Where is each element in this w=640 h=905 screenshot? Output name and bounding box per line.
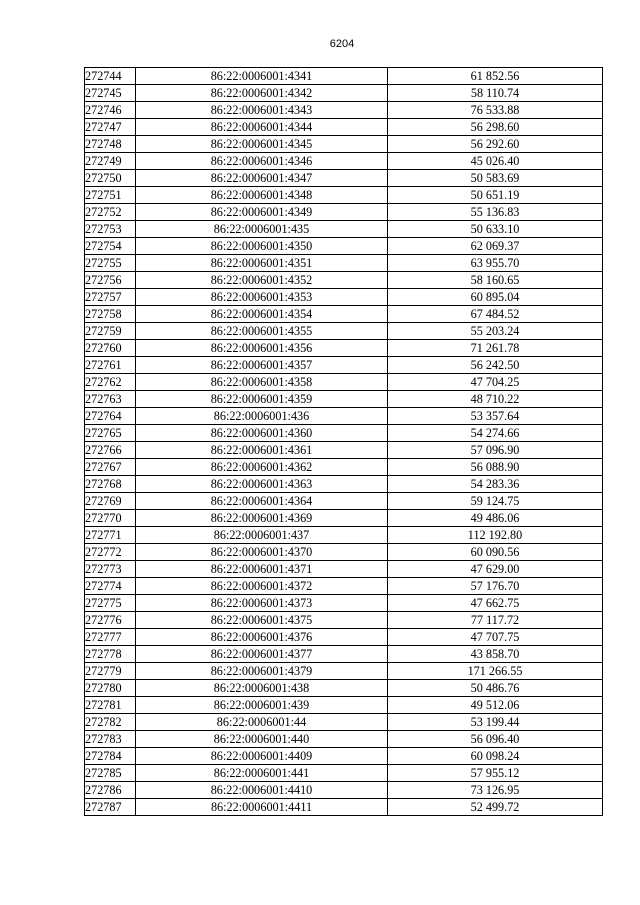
cadastral-number-cell: 86:22:0006001:4373 [136,595,388,612]
cadastral-number-cell: 86:22:0006001:438 [136,680,388,697]
row-number-cell: 272781 [85,697,136,714]
registry-table [84,67,603,816]
cadastral-value-cell: 50 651.19 [388,187,603,204]
row-number-cell: 272787 [85,799,136,816]
table-row [85,629,603,646]
table-row [85,187,603,204]
table-row [85,238,603,255]
table-row [85,612,603,629]
row-number-cell: 272774 [85,578,136,595]
cadastral-value-cell: 57 955.12 [388,765,603,782]
cadastral-number-cell: 86:22:0006001:4357 [136,357,388,374]
cadastral-value-cell: 47 704.25 [388,374,603,391]
cadastral-number-cell: 86:22:0006001:437 [136,527,388,544]
table-row [85,748,603,765]
cadastral-value-cell: 112 192.80 [388,527,603,544]
cadastral-value-cell: 53 357.64 [388,408,603,425]
cadastral-value-cell: 76 533.88 [388,102,603,119]
cadastral-value-cell: 57 176.70 [388,578,603,595]
row-number-cell: 272750 [85,170,136,187]
cadastral-value-cell: 77 117.72 [388,612,603,629]
row-number-cell: 272751 [85,187,136,204]
table-row [85,153,603,170]
cadastral-number-cell: 86:22:0006001:4377 [136,646,388,663]
cadastral-value-cell: 55 203.24 [388,323,603,340]
cadastral-number-cell: 86:22:0006001:4372 [136,578,388,595]
row-number-cell: 272753 [85,221,136,238]
table-row [85,85,603,102]
row-number-cell: 272749 [85,153,136,170]
cadastral-number-cell: 86:22:0006001:4344 [136,119,388,136]
cadastral-value-cell: 58 110.74 [388,85,603,102]
cadastral-number-cell: 86:22:0006001:44 [136,714,388,731]
row-number-cell: 272768 [85,476,136,493]
cadastral-number-cell: 86:22:0006001:4359 [136,391,388,408]
cadastral-value-cell: 63 955.70 [388,255,603,272]
cadastral-value-cell: 56 292.60 [388,136,603,153]
table-row [85,119,603,136]
row-number-cell: 272784 [85,748,136,765]
cadastral-number-cell: 86:22:0006001:4360 [136,425,388,442]
cadastral-value-cell: 50 583.69 [388,170,603,187]
table-row [85,357,603,374]
cadastral-number-cell: 86:22:0006001:440 [136,731,388,748]
cadastral-value-cell: 73 126.95 [388,782,603,799]
table-row [85,408,603,425]
cadastral-value-cell: 50 486.76 [388,680,603,697]
row-number-cell: 272762 [85,374,136,391]
table-row [85,255,603,272]
row-number-cell: 272746 [85,102,136,119]
table-row [85,595,603,612]
row-number-cell: 272776 [85,612,136,629]
row-number-cell: 272773 [85,561,136,578]
cadastral-number-cell: 86:22:0006001:4363 [136,476,388,493]
table-row [85,544,603,561]
cadastral-number-cell: 86:22:0006001:4354 [136,306,388,323]
cadastral-value-cell: 50 633.10 [388,221,603,238]
row-number-cell: 272767 [85,459,136,476]
cadastral-value-cell: 49 512.06 [388,697,603,714]
cadastral-value-cell: 47 707.75 [388,629,603,646]
table-row [85,561,603,578]
cadastral-number-cell: 86:22:0006001:4361 [136,442,388,459]
table-row [85,442,603,459]
page-number: 6204 [329,38,355,50]
row-number-cell: 272772 [85,544,136,561]
cadastral-value-cell: 55 136.83 [388,204,603,221]
cadastral-value-cell: 45 026.40 [388,153,603,170]
cadastral-number-cell: 86:22:0006001:4346 [136,153,388,170]
cadastral-value-cell: 60 098.24 [388,748,603,765]
row-number-cell: 272770 [85,510,136,527]
cadastral-value-cell: 56 298.60 [388,119,603,136]
table-row [85,510,603,527]
table-row [85,102,603,119]
cadastral-value-cell: 171 266.55 [388,663,603,680]
row-number-cell: 272748 [85,136,136,153]
row-number-cell: 272763 [85,391,136,408]
cadastral-value-cell: 58 160.65 [388,272,603,289]
cadastral-number-cell: 86:22:0006001:439 [136,697,388,714]
cadastral-number-cell: 86:22:0006001:4349 [136,204,388,221]
registry-table-body [85,68,603,816]
cadastral-number-cell: 86:22:0006001:4379 [136,663,388,680]
cadastral-number-cell: 86:22:0006001:4358 [136,374,388,391]
cadastral-number-cell: 86:22:0006001:441 [136,765,388,782]
table-row [85,323,603,340]
cadastral-value-cell: 53 199.44 [388,714,603,731]
row-number-cell: 272760 [85,340,136,357]
row-number-cell: 272761 [85,357,136,374]
cadastral-number-cell: 86:22:0006001:4370 [136,544,388,561]
table-row [85,136,603,153]
cadastral-number-cell: 86:22:0006001:4355 [136,323,388,340]
cadastral-value-cell: 71 261.78 [388,340,603,357]
cadastral-number-cell: 86:22:0006001:4376 [136,629,388,646]
cadastral-number-cell: 86:22:0006001:4350 [136,238,388,255]
table-row [85,782,603,799]
cadastral-number-cell: 86:22:0006001:4364 [136,493,388,510]
cadastral-number-cell: 86:22:0006001:4348 [136,187,388,204]
table-row [85,272,603,289]
row-number-cell: 272782 [85,714,136,731]
cadastral-value-cell: 49 486.06 [388,510,603,527]
cadastral-number-cell: 86:22:0006001:4352 [136,272,388,289]
table-row [85,459,603,476]
cadastral-value-cell: 60 895.04 [388,289,603,306]
cadastral-number-cell: 86:22:0006001:436 [136,408,388,425]
row-number-cell: 272758 [85,306,136,323]
cadastral-value-cell: 62 069.37 [388,238,603,255]
row-number-cell: 272777 [85,629,136,646]
table-row [85,68,603,85]
row-number-cell: 272747 [85,119,136,136]
row-number-cell: 272766 [85,442,136,459]
row-number-cell: 272769 [85,493,136,510]
row-number-cell: 272754 [85,238,136,255]
table-row [85,646,603,663]
table-row [85,799,603,816]
cadastral-number-cell: 86:22:0006001:4356 [136,340,388,357]
row-number-cell: 272786 [85,782,136,799]
cadastral-number-cell: 86:22:0006001:4353 [136,289,388,306]
cadastral-number-cell: 86:22:0006001:4347 [136,170,388,187]
cadastral-value-cell: 47 662.75 [388,595,603,612]
cadastral-number-cell: 86:22:0006001:4345 [136,136,388,153]
cadastral-number-cell: 86:22:0006001:4351 [136,255,388,272]
row-number-cell: 272783 [85,731,136,748]
cadastral-value-cell: 52 499.72 [388,799,603,816]
row-number-cell: 272756 [85,272,136,289]
row-number-cell: 272752 [85,204,136,221]
table-row [85,374,603,391]
cadastral-number-cell: 86:22:0006001:4343 [136,102,388,119]
table-row [85,391,603,408]
row-number-cell: 272757 [85,289,136,306]
cadastral-value-cell: 54 283.36 [388,476,603,493]
cadastral-value-cell: 67 484.52 [388,306,603,323]
row-number-cell: 272759 [85,323,136,340]
table-row [85,476,603,493]
table-row [85,697,603,714]
cadastral-number-cell: 86:22:0006001:4410 [136,782,388,799]
cadastral-value-cell: 54 274.66 [388,425,603,442]
table-row [85,527,603,544]
row-number-cell: 272755 [85,255,136,272]
table-row [85,765,603,782]
cadastral-value-cell: 56 242.50 [388,357,603,374]
cadastral-value-cell: 47 629.00 [388,561,603,578]
row-number-cell: 272764 [85,408,136,425]
row-number-cell: 272765 [85,425,136,442]
cadastral-value-cell: 56 096.40 [388,731,603,748]
table-row [85,578,603,595]
cadastral-number-cell: 86:22:0006001:4369 [136,510,388,527]
row-number-cell: 272785 [85,765,136,782]
table-row [85,340,603,357]
cadastral-value-cell: 59 124.75 [388,493,603,510]
row-number-cell: 272780 [85,680,136,697]
table-row [85,680,603,697]
table-row [85,731,603,748]
cadastral-number-cell: 86:22:0006001:4411 [136,799,388,816]
cadastral-value-cell: 61 852.56 [388,68,603,85]
cadastral-number-cell: 86:22:0006001:4371 [136,561,388,578]
cadastral-number-cell: 86:22:0006001:4341 [136,68,388,85]
cadastral-number-cell: 86:22:0006001:4342 [136,85,388,102]
table-row [85,663,603,680]
cadastral-value-cell: 60 090.56 [388,544,603,561]
table-row [85,170,603,187]
table-row [85,221,603,238]
cadastral-number-cell: 86:22:0006001:4362 [136,459,388,476]
table-row [85,289,603,306]
row-number-cell: 272745 [85,85,136,102]
cadastral-value-cell: 57 096.90 [388,442,603,459]
row-number-cell: 272744 [85,68,136,85]
cadastral-value-cell: 43 858.70 [388,646,603,663]
row-number-cell: 272778 [85,646,136,663]
table-row [85,493,603,510]
row-number-cell: 272771 [85,527,136,544]
row-number-cell: 272775 [85,595,136,612]
cadastral-number-cell: 86:22:0006001:4375 [136,612,388,629]
cadastral-number-cell: 86:22:0006001:4409 [136,748,388,765]
table-row [85,306,603,323]
table-row [85,204,603,221]
cadastral-value-cell: 48 710.22 [388,391,603,408]
table-row [85,714,603,731]
table-row [85,425,603,442]
cadastral-number-cell: 86:22:0006001:435 [136,221,388,238]
row-number-cell: 272779 [85,663,136,680]
cadastral-value-cell: 56 088.90 [388,459,603,476]
